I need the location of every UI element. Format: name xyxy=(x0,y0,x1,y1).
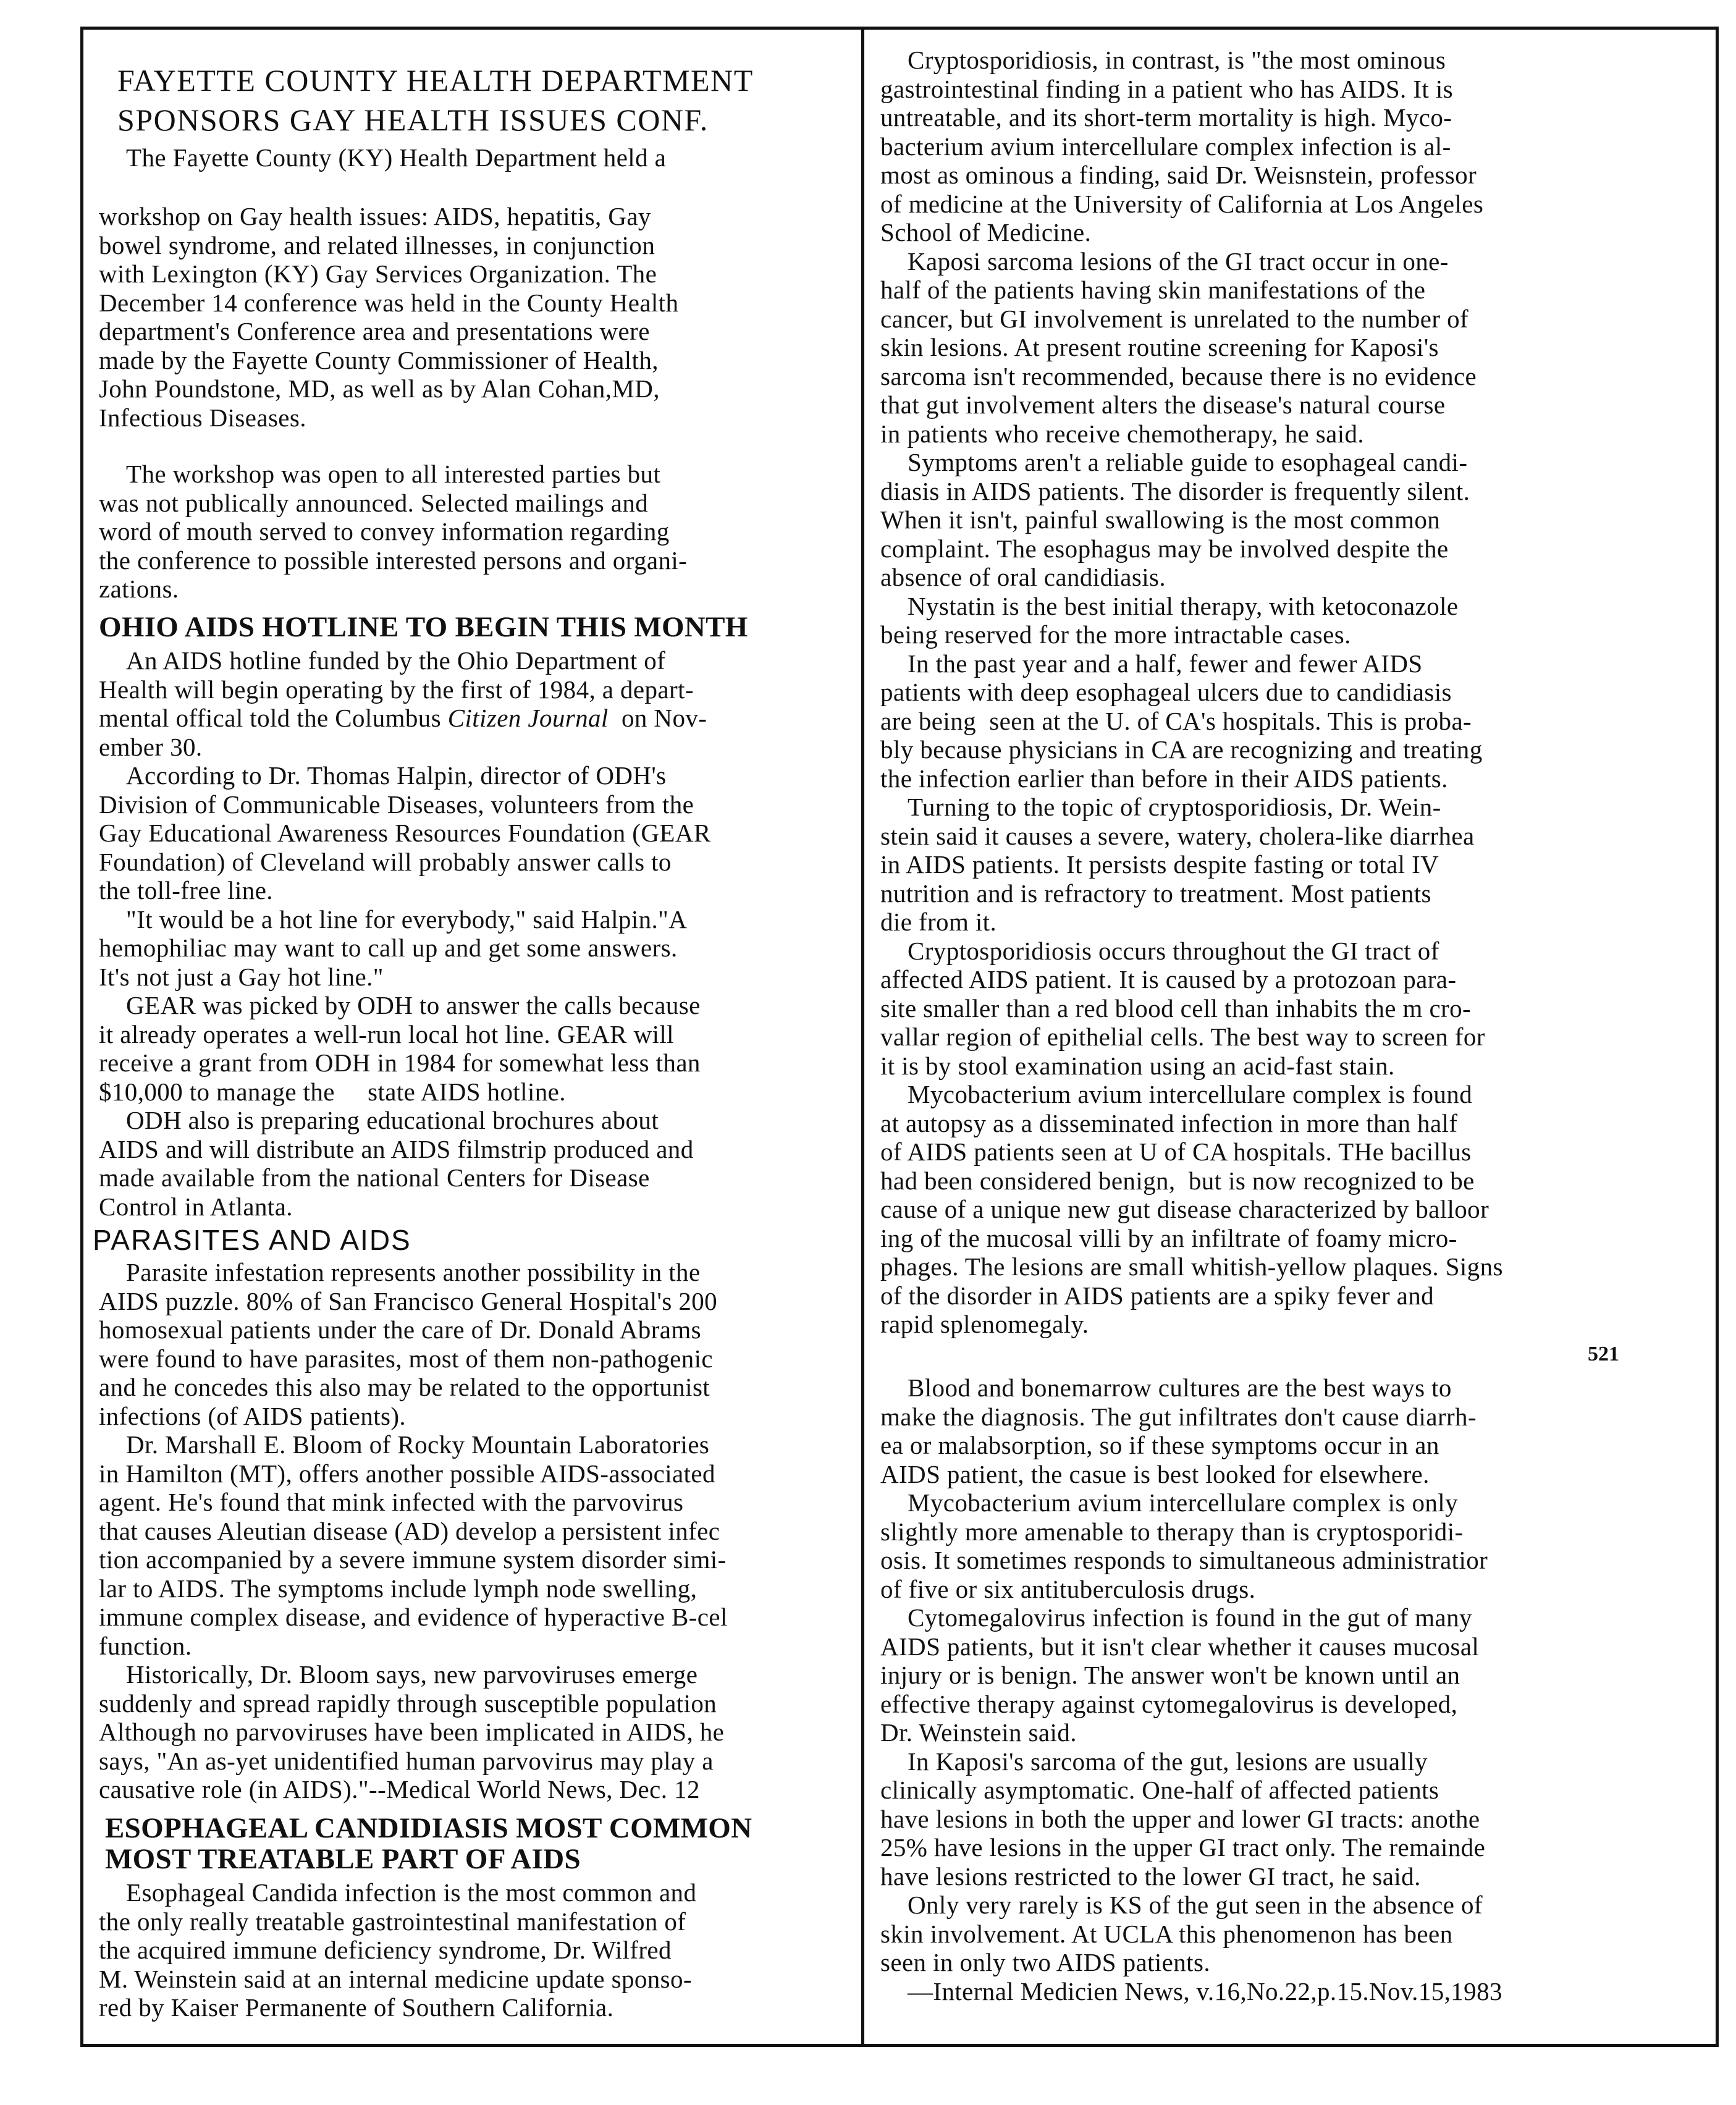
text-line: injury or is benign. The answer won't be known until an xyxy=(880,1661,1460,1689)
text-line: When it isn't, painful swallowing is the most common xyxy=(880,505,1441,534)
text-line: mental offical told the Columbus Citizen Journal on Nov- xyxy=(99,704,707,732)
headline-line: FAYETTE COUNTY HEALTH DEPARTMENT xyxy=(117,63,754,98)
paragraph xyxy=(880,1603,1646,1747)
text-line: In Kaposi's sarcoma of the gut, lesions are usually xyxy=(908,1747,1428,1776)
text-line: Infectious Diseases. xyxy=(99,403,306,432)
text-line: the infection earlier than before in their AIDS patients. xyxy=(880,764,1448,793)
text-line: AIDS patient, the casue is best looked for elsewhere. xyxy=(880,1459,1430,1488)
text-line: it is by stool examination using an acid-fast stain. xyxy=(880,1051,1395,1080)
text-line: that causes Aleutian disease (AD) develop a persistent infec xyxy=(99,1516,720,1545)
text-line: the only really treatable gastrointestinal manifestation of xyxy=(99,1907,686,1936)
text-line: in patients who receive chemotherapy, he said. xyxy=(880,419,1365,448)
text-line: that gut involvement alters the disease's natural course xyxy=(880,390,1446,419)
text-line: are being seen at the U. of CA's hospitals. This is proba- xyxy=(880,706,1472,735)
text-line: $10,000 to manage the state AIDS hotline. xyxy=(99,1077,566,1106)
text-line: Cryptosporidiosis occurs throughout the GI tract of xyxy=(908,936,1439,965)
text-line: rapid splenomegaly. xyxy=(880,1310,1089,1338)
text-line: It's not just a Gay hot line." xyxy=(99,962,384,991)
paragraph xyxy=(880,46,1646,247)
text-line: made by the Fayette County Commissioner of Health, xyxy=(99,345,659,374)
headline-line: SPONSORS GAY HEALTH ISSUES CONF. xyxy=(117,103,709,137)
fayette-body xyxy=(99,202,856,432)
text-line: Symptoms aren't a reliable guide to esophageal candi- xyxy=(908,448,1468,476)
text-line: have lesions restricted to the lower GI tract, he said. xyxy=(880,1862,1421,1891)
text-line: ing of the mucosal villi by an infiltrate of foamy micro- xyxy=(880,1223,1457,1252)
paragraph xyxy=(99,202,856,432)
paragraph xyxy=(880,247,1646,449)
ohio-body xyxy=(99,646,856,1221)
text-line: osis. It sometimes responds to simultaneous administratior xyxy=(880,1546,1488,1574)
text-line: clinically asymptomatic. One-half of affected patients xyxy=(880,1776,1439,1804)
text-line: ember 30. xyxy=(99,732,203,761)
text-line: in AIDS patients. It persists despite fasting or total IV xyxy=(880,850,1439,879)
text-line: stein said it causes a severe, watery, cholera-like diarrhea xyxy=(880,821,1475,850)
text-line: GEAR was picked by ODH to answer the calls because xyxy=(126,991,701,1019)
text-line: red by Kaiser Permanente of Southern California. xyxy=(99,1993,614,2022)
text-line: Kaposi sarcoma lesions of the GI tract occur in one- xyxy=(908,247,1449,276)
text-line: Mycobacterium avium intercellulare complex is only xyxy=(908,1488,1458,1517)
paragraph xyxy=(99,991,856,1106)
text-line: of five or six antituberculosis drugs. xyxy=(880,1574,1256,1603)
text-line: AIDS patients, but it isn't clear whether it causes mucosal xyxy=(880,1632,1480,1661)
headline-line: PARASITES AND AIDS xyxy=(93,1224,411,1256)
text-line: AIDS and will distribute an AIDS filmstrip produced and xyxy=(99,1134,694,1163)
text-line: sarcoma isn't recommended, because there is no evidence xyxy=(880,361,1477,390)
text-line: it already operates a well-run local hot line. GEAR will xyxy=(99,1019,674,1048)
text-line: Cytomegalovirus infection is found in the gut of many xyxy=(908,1603,1472,1632)
text-line: seen in only two AIDS patients. xyxy=(880,1948,1210,1976)
fayette-intro xyxy=(99,143,856,172)
text-line: ODH also is preparing educational brochures about xyxy=(126,1106,659,1134)
text-line: cancer, but GI involvement is unrelated to the number of xyxy=(880,304,1469,333)
text-line: effective therapy against cytomegalovirus is developed, xyxy=(880,1689,1458,1718)
text-line: make the diagnosis. The gut infiltrates don't cause diarrh- xyxy=(880,1402,1477,1431)
text-line: untreatable, and its short-term mortality is high. Myco- xyxy=(880,103,1452,132)
text-line: phages. The lesions are small whitish-yellow plaques. Signs xyxy=(880,1252,1503,1281)
text-line: homosexual patients under the care of Dr. Donald Abrams xyxy=(99,1315,701,1344)
text-line: hemophiliac may want to call up and get some answers. xyxy=(99,934,678,962)
text-line: Cryptosporidiosis, in contrast, is "the most ominous xyxy=(908,46,1446,74)
paragraph xyxy=(880,649,1646,793)
headline-line: MOST TREATABLE PART OF AIDS xyxy=(105,1843,581,1875)
text-line: zations. xyxy=(99,575,179,603)
headline-line: ESOPHAGEAL CANDIDIASIS MOST COMMON xyxy=(105,1812,752,1844)
paragraph xyxy=(880,1977,1646,2006)
text-line: immune complex disease, and evidence of hyperactive B-cel xyxy=(99,1603,728,1631)
text-line: Esophageal Candida infection is the most common and xyxy=(126,1878,697,1907)
fayette-headline xyxy=(117,61,874,140)
paragraph xyxy=(99,1106,856,1221)
text-line: John Poundstone, MD, as well as by Alan Cohan,MD, xyxy=(99,374,660,403)
text-line: School of Medicine. xyxy=(880,218,1092,247)
text-line: have lesions in both the upper and lower GI tracts: anothe xyxy=(880,1804,1480,1833)
text-line: says, "An as-yet unidentified human parvovirus may play a xyxy=(99,1746,714,1775)
text-line: at autopsy as a disseminated infection in more than half xyxy=(880,1108,1458,1137)
text-line: Blood and bonemarrow cultures are the best ways to xyxy=(908,1373,1452,1402)
text-line: The workshop was open to all interested parties but xyxy=(126,460,661,488)
paragraph xyxy=(880,1747,1646,1891)
text-line: —Internal Medicien News, v.16,No.22,p.15.Nov.15,1983 xyxy=(908,1976,1502,2006)
text-line: affected AIDS patient. It is caused by a protozoan para- xyxy=(880,965,1457,993)
text-line: M. Weinstein said at an internal medicine update sponso- xyxy=(99,1964,692,1993)
text-line: diasis in AIDS patients. The disorder is frequently silent. xyxy=(880,476,1470,505)
text-line: suddenly and spread rapidly through susceptible population xyxy=(99,1689,717,1718)
text-line: The Fayette County (KY) Health Department held a xyxy=(126,143,667,172)
text-line: ea or malabsorption, so if these symptoms occur in an xyxy=(880,1431,1439,1459)
text-line: vallar region of epithelial cells. The best way to screen for xyxy=(880,1023,1485,1051)
text-line: bowel syndrome, and related illnesses, in conjunction xyxy=(99,230,655,259)
column-divider xyxy=(861,27,864,2047)
text-line: Parasite infestation represents another possibility in the xyxy=(126,1258,701,1286)
text-line: half of the patients having skin manifestations of the xyxy=(880,276,1426,304)
text-line: patients with deep esophageal ulcers due to candidiasis xyxy=(880,678,1452,706)
text-line: were found to have parasites, most of them non-pathogenic xyxy=(99,1344,713,1373)
text-line: had been considered benign, but is now recognized to be xyxy=(880,1166,1475,1195)
right-body-1 xyxy=(880,46,1646,1339)
text-line: Turning to the topic of cryptosporidiosis, Dr. Wein- xyxy=(908,793,1441,821)
text-line: most as ominous a finding, said Dr. Weisnstein, professor xyxy=(880,161,1477,189)
text-line: causative role (in AIDS)."--Medical World News, Dec. 12 xyxy=(99,1775,700,1803)
text-line: Only very rarely is KS of the gut seen in the absence of xyxy=(908,1891,1483,1919)
text-line: An AIDS hotline funded by the Ohio Department of xyxy=(126,646,666,675)
paragraph xyxy=(880,937,1646,1081)
paragraph xyxy=(880,448,1646,592)
text-line: nutrition and is refractory to treatment. Most patients xyxy=(880,879,1431,908)
text-line: site smaller than a red blood cell than inhabits the m cro- xyxy=(880,993,1472,1023)
text-line: skin lesions. At present routine screening for Kaposi's xyxy=(880,333,1439,361)
text-line: bacterium avium intercellulare complex infection is al- xyxy=(880,132,1451,161)
paragraph xyxy=(880,1488,1646,1603)
text-line: cause of a unique new gut disease characterized by balloor xyxy=(880,1195,1490,1223)
text-line: lar to AIDS. The symptoms include lymph node swelling, xyxy=(99,1574,697,1603)
text-line: receive a grant from ODH in 1984 for somewhat less than xyxy=(99,1048,701,1077)
text-line: Nystatin is the best initial therapy, with ketoconazole xyxy=(908,591,1459,620)
paragraph xyxy=(880,793,1646,937)
paragraph xyxy=(880,1891,1646,1977)
right-body-2 xyxy=(880,1373,1646,2006)
paragraph xyxy=(99,761,856,905)
text-line: with Lexington (KY) Gay Services Organization. The xyxy=(99,259,657,288)
text-line: Dr. Weinstein said. xyxy=(880,1718,1077,1747)
text-line: Foundation) of Cleveland will probably answer calls to xyxy=(99,847,672,876)
text-line: being reserved for the more intractable cases. xyxy=(880,620,1351,649)
paragraph xyxy=(880,1373,1646,1488)
text-line: slightly more amenable to therapy than is cryptosporidi- xyxy=(880,1517,1464,1546)
text-line: skin involvement. At UCLA this phenomenon has been xyxy=(880,1919,1453,1948)
paragraph xyxy=(99,646,856,761)
paragraph xyxy=(99,1430,856,1660)
text-line: of the disorder in AIDS patients are a spiky fever and xyxy=(880,1281,1435,1310)
paragraph xyxy=(99,1660,856,1804)
text-line: Mycobacterium avium intercellulare complex is found xyxy=(908,1080,1473,1108)
text-line: was not publically announced. Selected mailings and xyxy=(99,488,649,517)
text-line: absence of oral candidiasis. xyxy=(880,563,1166,591)
parasites-headline xyxy=(93,1223,849,1257)
text-line: the acquired immune deficiency syndrome, Dr. Wilfred xyxy=(99,1936,672,1964)
page-number: 521 xyxy=(1588,1343,1619,1365)
text-line: workshop on Gay health issues: AIDS, hepatitis, Gay xyxy=(99,202,651,230)
text-line: In the past year and a half, fewer and fewer AIDS xyxy=(908,649,1423,678)
text-line: and he concedes this also may be related to the opportunist xyxy=(99,1373,710,1401)
text-line: die from it. xyxy=(880,908,997,936)
text-line: function. xyxy=(99,1631,192,1660)
paragraph xyxy=(99,1878,856,2022)
text-line: Historically, Dr. Bloom says, new parvoviruses emerge xyxy=(126,1660,698,1689)
text-line: of medicine at the University of California at Los Angeles xyxy=(880,189,1484,218)
text-line: AIDS puzzle. 80% of San Francisco General Hospital's 200 xyxy=(99,1286,718,1315)
text-line: the conference to possible interested persons and organi- xyxy=(99,546,688,575)
text-line: in Hamilton (MT), offers another possible AIDS-associated xyxy=(99,1459,715,1488)
text-line: According to Dr. Thomas Halpin, director of ODH's xyxy=(126,761,667,790)
text-line: Gay Educational Awareness Resources Foundation (GEAR xyxy=(99,819,711,847)
paragraph xyxy=(99,460,856,604)
text-line: Dr. Marshall E. Bloom of Rocky Mountain Laboratories xyxy=(126,1430,710,1459)
text-line: "It would be a hot line for everybody," said Halpin."A xyxy=(126,905,688,934)
paragraph xyxy=(99,905,856,992)
text-line: word of mouth served to convey information regarding xyxy=(99,517,670,546)
text-line: bly because physicians in CA are recognizing and treating xyxy=(880,735,1483,764)
text-line: department's Conference area and presentations were xyxy=(99,317,650,345)
newspaper-name: Citizen Journal xyxy=(447,704,609,732)
text-line: agent. He's found that mink infected with the parvovirus xyxy=(99,1488,684,1516)
esophageal-body xyxy=(99,1878,856,2022)
parasites-body xyxy=(99,1258,856,1804)
text-line: gastrointestinal finding in a patient who has AIDS. It is xyxy=(880,74,1453,103)
ohio-headline xyxy=(99,612,856,643)
text-line: Division of Communicable Diseases, volunteers from the xyxy=(99,790,694,819)
text-line: complaint. The esophagus may be involved despite the xyxy=(880,534,1449,563)
text-line: Health will begin operating by the first of 1984, a depart- xyxy=(99,675,694,704)
esophageal-headline xyxy=(105,1813,862,1875)
text-line: of AIDS patients seen at U of CA hospitals. THe bacillus xyxy=(880,1137,1472,1166)
text-line: tion accompanied by a severe immune system disorder simi- xyxy=(99,1545,727,1574)
headline-line: OHIO AIDS HOTLINE TO BEGIN THIS MONTH xyxy=(99,611,748,643)
text-line: infections (of AIDS patients). xyxy=(99,1401,407,1430)
paragraph xyxy=(99,1258,856,1430)
text-line: Control in Atlanta. xyxy=(99,1192,293,1221)
paragraph xyxy=(99,143,856,172)
text-line: made available from the national Centers for Disease xyxy=(99,1163,650,1192)
text-line: December 14 conference was held in the County Health xyxy=(99,288,679,317)
paragraph xyxy=(880,592,1646,649)
text-line: Although no parvoviruses have been implicated in AIDS, he xyxy=(99,1718,725,1746)
text-line: 25% have lesions in the upper GI tract only. The remainde xyxy=(880,1833,1486,1862)
fayette-body-2 xyxy=(99,460,856,604)
text-line: the toll-free line. xyxy=(99,876,273,905)
paragraph xyxy=(880,1080,1646,1339)
